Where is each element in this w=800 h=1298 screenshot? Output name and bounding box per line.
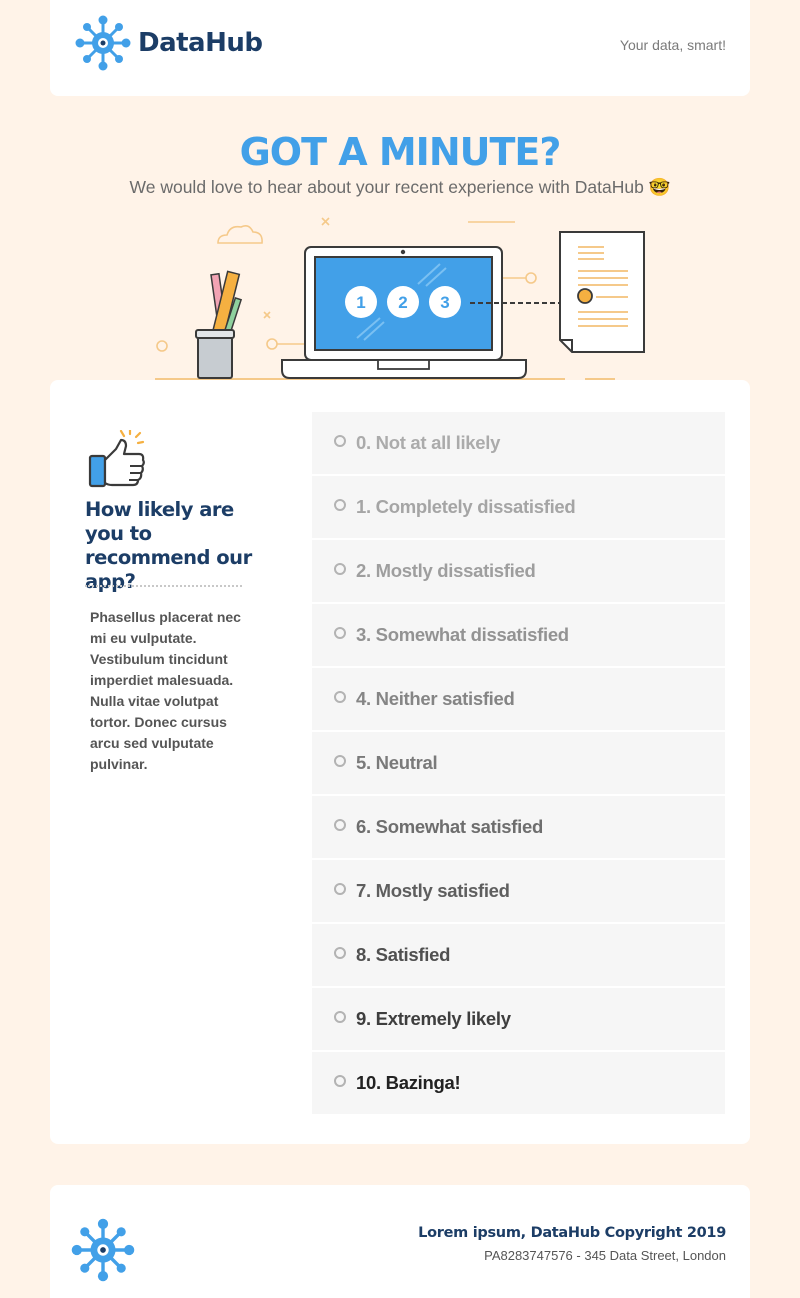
datahub-network-icon[interactable] — [70, 1217, 136, 1283]
rating-option-label: 10. Bazinga! — [356, 1072, 461, 1093]
hero-title: GOT A MINUTE? — [239, 130, 561, 174]
illustration-number-3: 3 — [440, 293, 450, 312]
radio-unchecked-icon[interactable] — [334, 563, 346, 575]
rating-option-1[interactable] — [312, 476, 725, 538]
rating-option-8[interactable] — [312, 924, 725, 986]
footer — [50, 1185, 750, 1298]
survey-card — [50, 380, 750, 1144]
rating-option-3[interactable] — [312, 604, 725, 666]
rating-options — [312, 412, 725, 1116]
rating-option-label: 2. Mostly dissatisfied — [356, 560, 536, 581]
footer-address: PA8283747576 - 345 Data Street, London — [484, 1248, 726, 1263]
hero-subtitle: We would love to hear about your recent experience with DataHub 🤓 — [129, 177, 671, 197]
rating-option-5[interactable] — [312, 732, 725, 794]
rating-option-label: 5. Neutral — [356, 752, 438, 773]
illustration-number-2: 2 — [398, 293, 408, 312]
rating-option-10[interactable] — [312, 1052, 725, 1114]
brand-logo[interactable] — [74, 14, 262, 72]
radio-unchecked-icon[interactable] — [334, 691, 346, 703]
radio-unchecked-icon[interactable] — [334, 1011, 346, 1023]
rating-option-0[interactable] — [312, 412, 725, 474]
rating-option-4[interactable] — [312, 668, 725, 730]
radio-unchecked-icon[interactable] — [334, 819, 346, 831]
rating-option-label: 1. Completely dissatisfied — [356, 496, 576, 517]
thumbs-up-icon — [86, 430, 148, 492]
footer-copyright: Lorem ipsum, DataHub Copyright 2019 — [418, 1225, 726, 1241]
rating-option-label: 0. Not at all likely — [356, 432, 501, 453]
tagline: Your data, smart! — [619, 37, 726, 53]
survey-question: How likely are you to recommend our app? — [85, 498, 252, 593]
brand-name: DataHub — [138, 28, 263, 58]
header — [50, 0, 750, 96]
rating-option-label: 9. Extremely likely — [356, 1008, 511, 1029]
illustration-number-1: 1 — [356, 293, 366, 312]
radio-unchecked-icon[interactable] — [334, 1075, 346, 1087]
radio-unchecked-icon[interactable] — [334, 627, 346, 639]
radio-unchecked-icon[interactable] — [334, 883, 346, 895]
rating-option-label: 4. Neither satisfied — [356, 688, 515, 709]
survey-description: Phasellus placerat nec mi eu vulputate. Vestibulum tincidunt imperdiet malesuada. Nulla vitae volutpat tortor. Donec cursus arcu sed vulputate pulvinar. — [90, 609, 241, 772]
rating-option-7[interactable] — [312, 860, 725, 922]
laptop-survey-illustration — [150, 212, 650, 382]
radio-unchecked-icon[interactable] — [334, 435, 346, 447]
dotted-divider — [85, 585, 242, 587]
rating-option-label: 6. Somewhat satisfied — [356, 816, 543, 837]
datahub-network-icon — [74, 14, 132, 72]
rating-option-label: 7. Mostly satisfied — [356, 880, 510, 901]
radio-unchecked-icon[interactable] — [334, 947, 346, 959]
rating-option-label: 8. Satisfied — [356, 944, 451, 965]
rating-option-6[interactable] — [312, 796, 725, 858]
rating-option-label: 3. Somewhat dissatisfied — [356, 624, 569, 645]
rating-option-2[interactable] — [312, 540, 725, 602]
radio-unchecked-icon[interactable] — [334, 755, 346, 767]
rating-option-9[interactable] — [312, 988, 725, 1050]
radio-unchecked-icon[interactable] — [334, 499, 346, 511]
